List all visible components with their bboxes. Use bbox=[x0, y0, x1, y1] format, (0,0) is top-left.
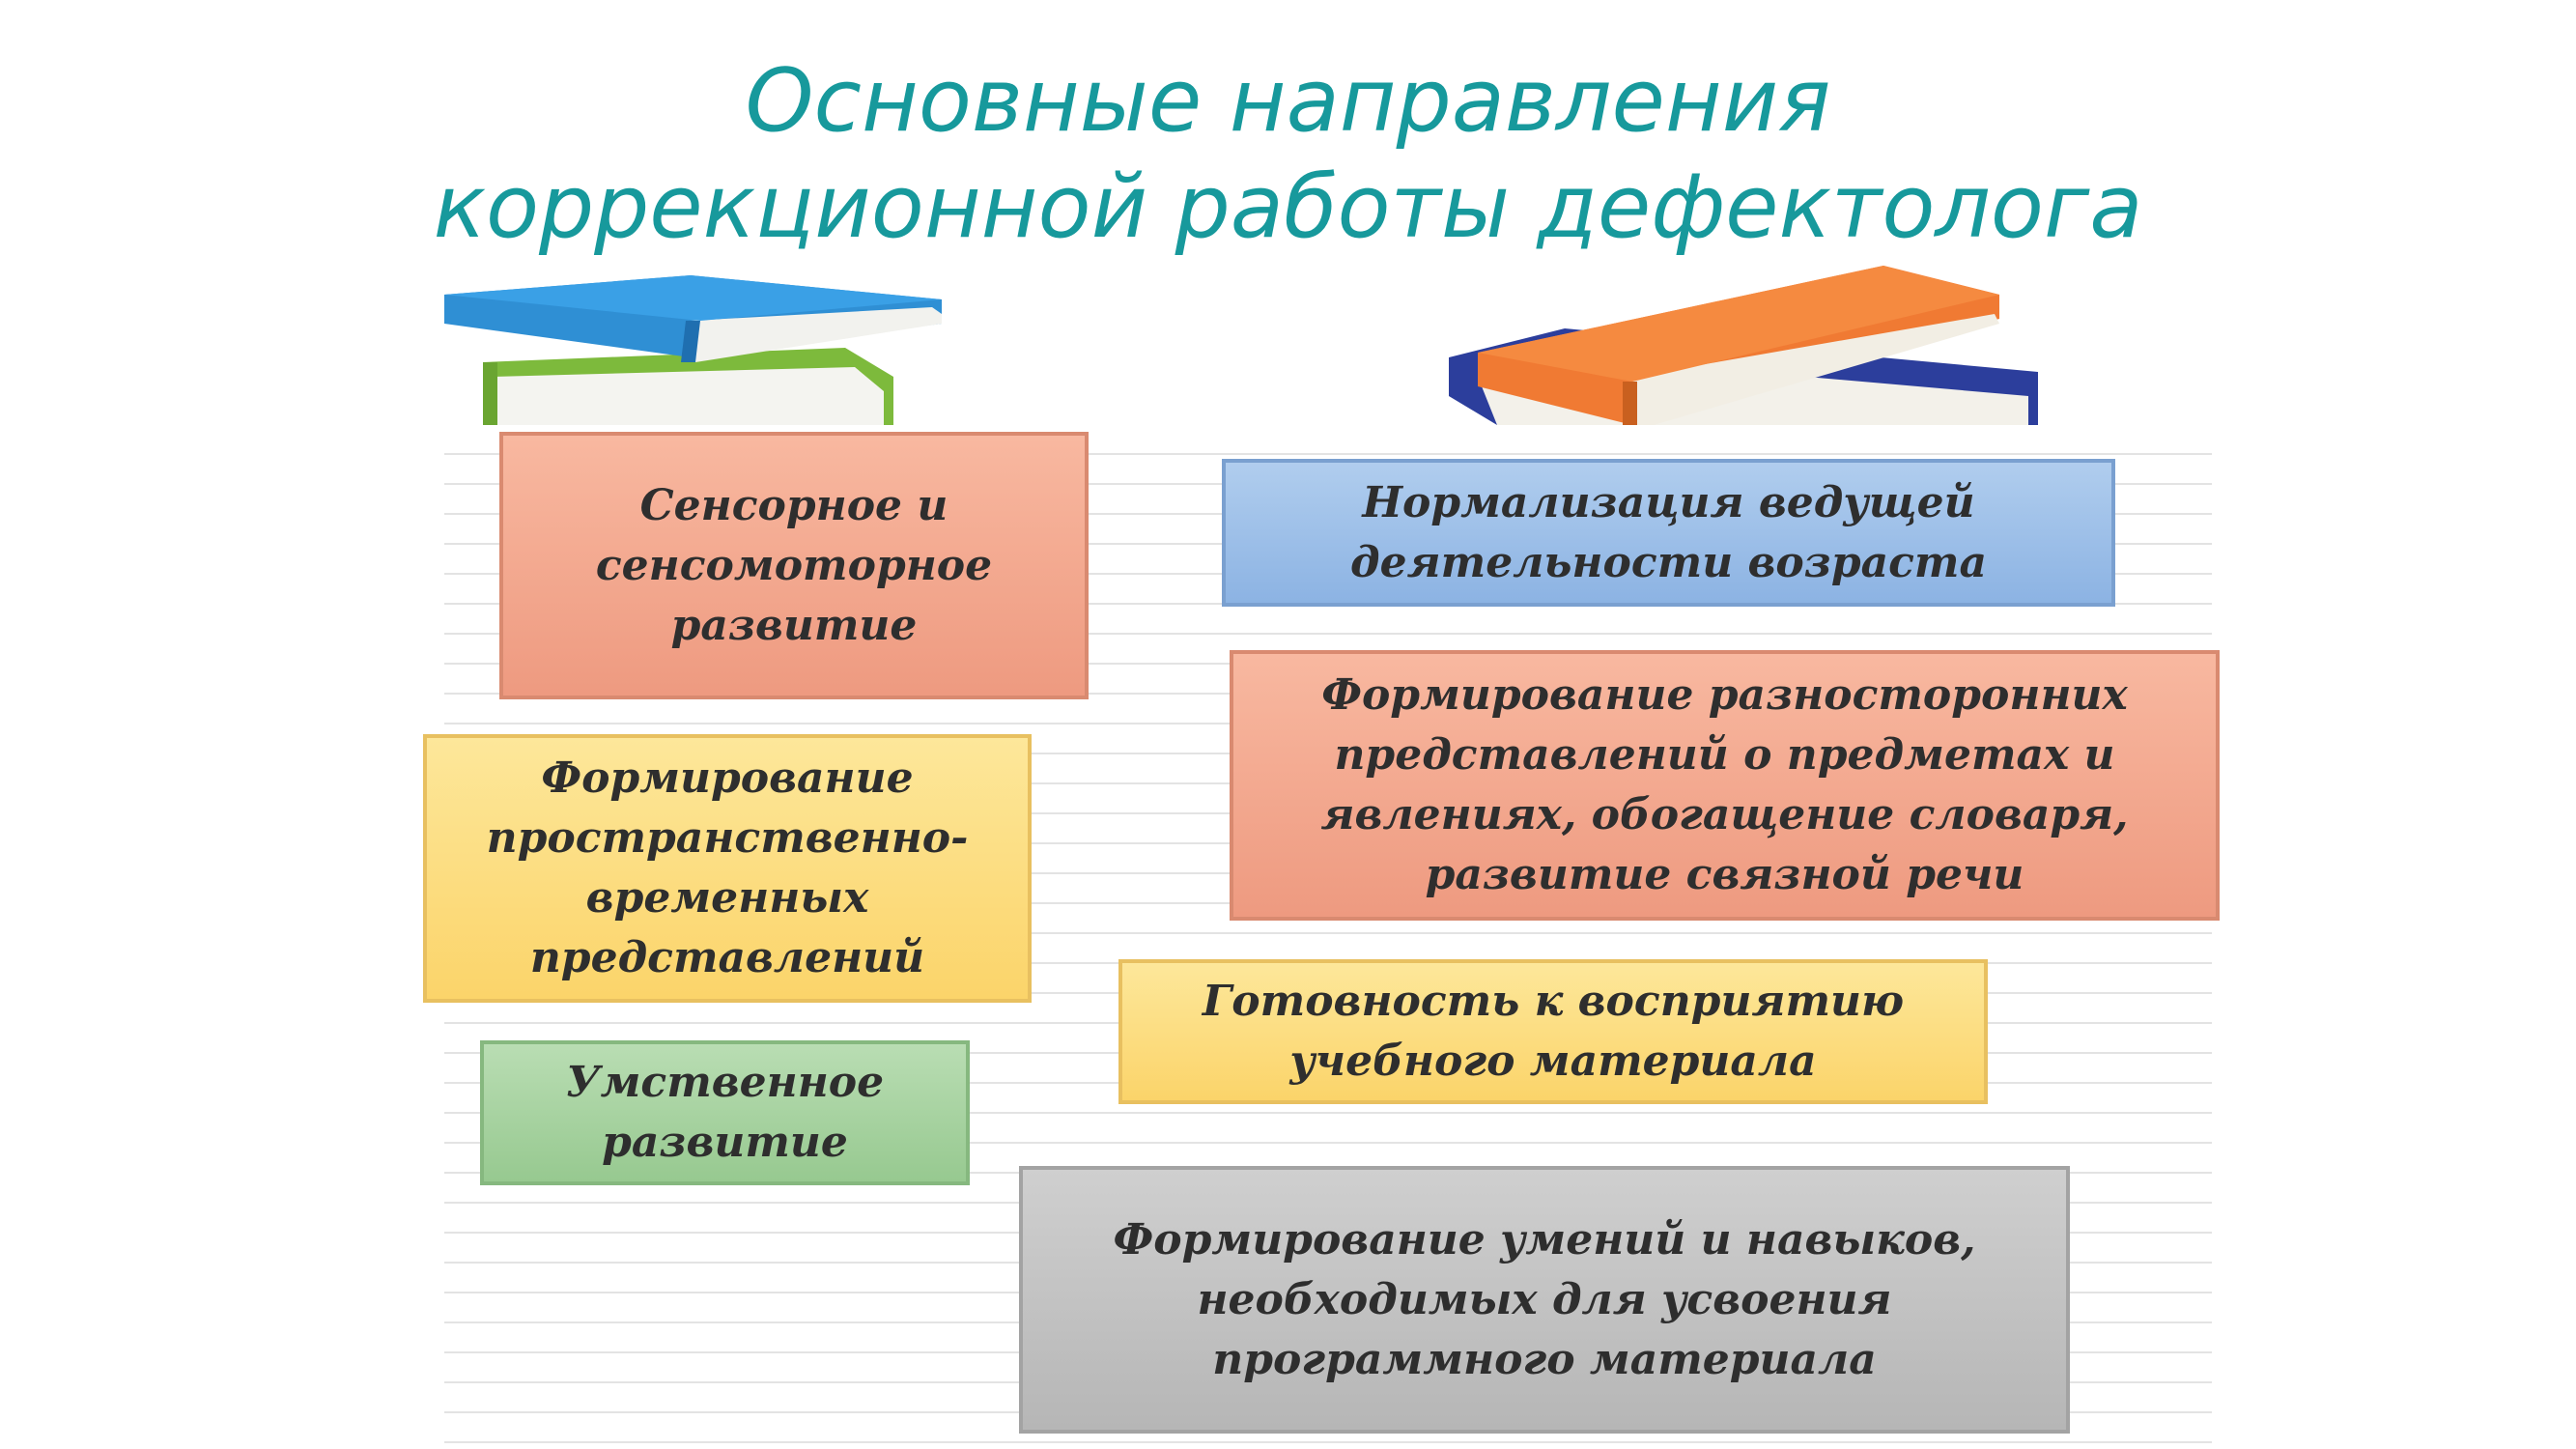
box-leading-activity bbox=[1222, 459, 2115, 607]
box-skills-formation-text: Формирование умений и навыков, необходимых для усвоения программного материала bbox=[1113, 1214, 1976, 1384]
box-learning-readiness-text: Готовность к восприятию учебного материала bbox=[1202, 977, 1905, 1086]
box-diverse-representations-text: Формирование разносторонних представлений о предметах и явлениях, обогащение словаря, развитие связной речи bbox=[1320, 670, 2129, 899]
books-stack-blue-green-icon bbox=[439, 270, 951, 425]
slide-title-line-1: Основные направления bbox=[745, 50, 1831, 152]
slide-title bbox=[0, 48, 2576, 261]
box-spatial-temporal bbox=[423, 734, 1032, 1003]
box-mental-development-text: Умственное развитие bbox=[565, 1058, 885, 1167]
box-mental-development bbox=[480, 1040, 970, 1185]
box-learning-readiness bbox=[1118, 959, 1988, 1104]
box-sensory-development bbox=[499, 432, 1089, 699]
slide-title-line-2: коррекционной работы дефектолога bbox=[433, 156, 2143, 258]
box-spatial-temporal-text: Формирование пространственно-временных представлений bbox=[486, 753, 969, 982]
box-skills-formation bbox=[1019, 1166, 2070, 1434]
box-sensory-development-text: Сенсорное и сенсомоторное развитие bbox=[595, 480, 993, 650]
box-diverse-representations bbox=[1230, 650, 2220, 921]
box-leading-activity-text: Нормализация ведущей деятельности возраста bbox=[1350, 477, 1987, 587]
books-stack-orange-blue-icon bbox=[1439, 261, 2057, 425]
